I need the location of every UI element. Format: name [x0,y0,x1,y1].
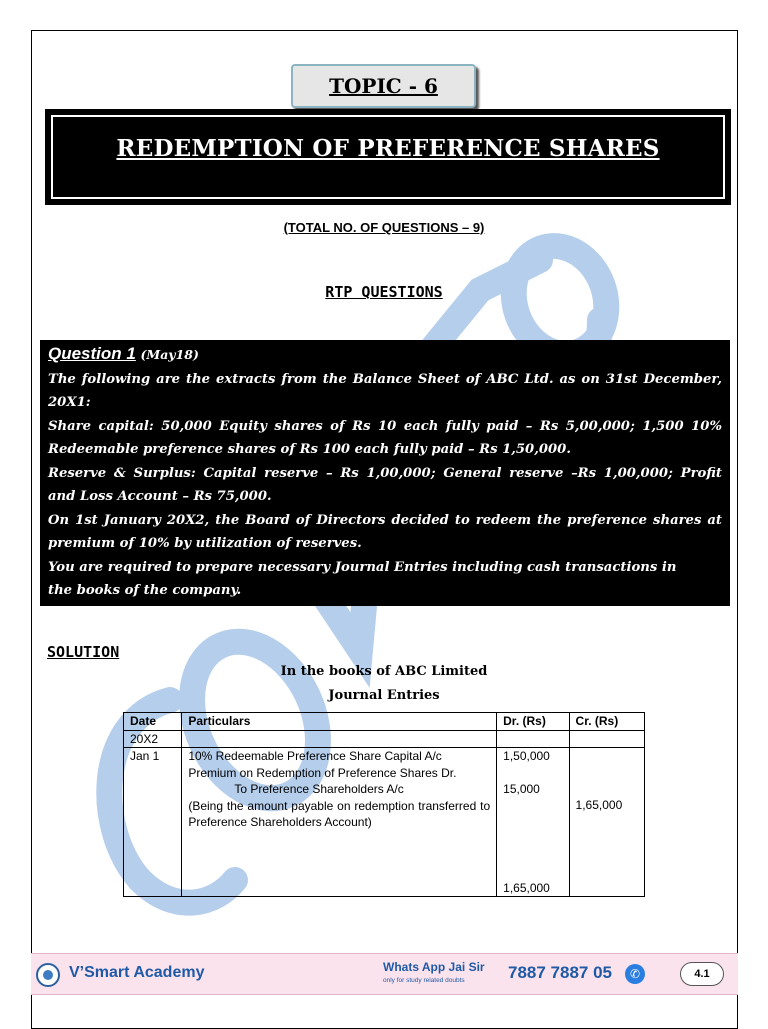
academy-name: V’Smart Academy [69,964,205,981]
question-box [40,340,730,606]
year-cell: 20X2 [124,730,182,748]
section-heading: RTP QUESTIONS [325,283,443,301]
phone-number: 7887 7887 05 [508,963,612,982]
narration: (Being the amount payable on redemption transferred to Preference Shareholders Account) [188,798,491,829]
whatsapp-title: Whats App Jai Sir [383,960,485,974]
question-line: Redeemable preference shares of Rs 100 each fully paid – Rs 1,50,000. [48,442,571,457]
question-line: and Loss Account – Rs 75,000. [48,489,272,504]
whatsapp-subtitle: only for study related doubts [383,977,465,984]
table-header-row [124,713,645,731]
question-line: You are required to prepare necessary Journal Entries including cash transactions in [48,559,677,575]
header-debit: Dr. (Rs) [497,713,569,731]
page-number: 4.1 [680,962,724,986]
spacer [503,765,562,782]
question-tag: (May18) [140,347,199,362]
debit-amount: 15,000 [503,782,540,796]
particulars-line: To Preference Shareholders A/c [234,782,404,796]
credit-cell [569,748,644,897]
question-line: the books of the company. [48,583,242,598]
books-line: In the books of ABC Limited [280,664,488,679]
journal-table [123,712,645,897]
academy-logo-icon [36,963,60,987]
spacer [503,798,562,880]
header-credit: Cr. (Rs) [569,713,644,731]
particulars-cell [182,748,497,897]
title-inner-frame [51,115,725,199]
empty-cell [569,730,644,748]
debit-cell [497,748,569,897]
header-date: Date [124,713,182,731]
total-questions: (TOTAL NO. OF QUESTIONS – 9) [283,220,485,235]
footer-bar [31,953,738,995]
question-number: Question 1 [48,344,136,363]
empty-cell [497,730,569,748]
header-particulars: Particulars [182,713,497,731]
whatsapp-icon: ✆ [625,964,645,984]
table-row [124,748,645,897]
credit-amount: 1,65,000 [575,798,623,812]
empty-cell [182,730,497,748]
whatsapp-label [383,961,485,987]
date-cell: Jan 1 [124,748,182,897]
question-line: Reserve & Surplus: Capital reserve – Rs 1,00,000; General reserve –Rs 1,00,000; Profit [48,465,722,481]
question-line: The following are the extracts from the Balance Sheet of ABC Ltd. as on 31st December, [48,371,722,387]
question-line: Share capital: 50,000 Equity shares of Rs 10 each fully paid – Rs 5,00,000; 1,500 10% [48,418,722,434]
topic-label: TOPIC - 6 [329,74,438,98]
topic-badge [291,64,476,108]
question-line: 20X1: [48,395,91,410]
question-line: On 1st January 20X2, the Board of Directors decided to redeem the preference shares at [48,512,722,528]
particulars-line: Premium on Redemption of Preference Shares Dr. [188,765,457,780]
question-line: premium of 10% by utilization of reserves. [48,536,362,551]
table-row [124,730,645,748]
journal-entries-heading: Journal Entries [328,688,440,703]
question-header [48,342,722,368]
solution-heading: SOLUTION [47,643,120,661]
debit-amount: 1,50,000 [503,749,550,763]
spacer [188,831,490,864]
chapter-title: REDEMPTION OF PREFERENCE SHARES [116,134,660,162]
title-banner [45,109,731,205]
debit-total: 1,65,000 [503,880,550,895]
spacer [576,748,638,797]
particulars-line: 10% Redeemable Preference Share Capital A/c [188,749,442,763]
